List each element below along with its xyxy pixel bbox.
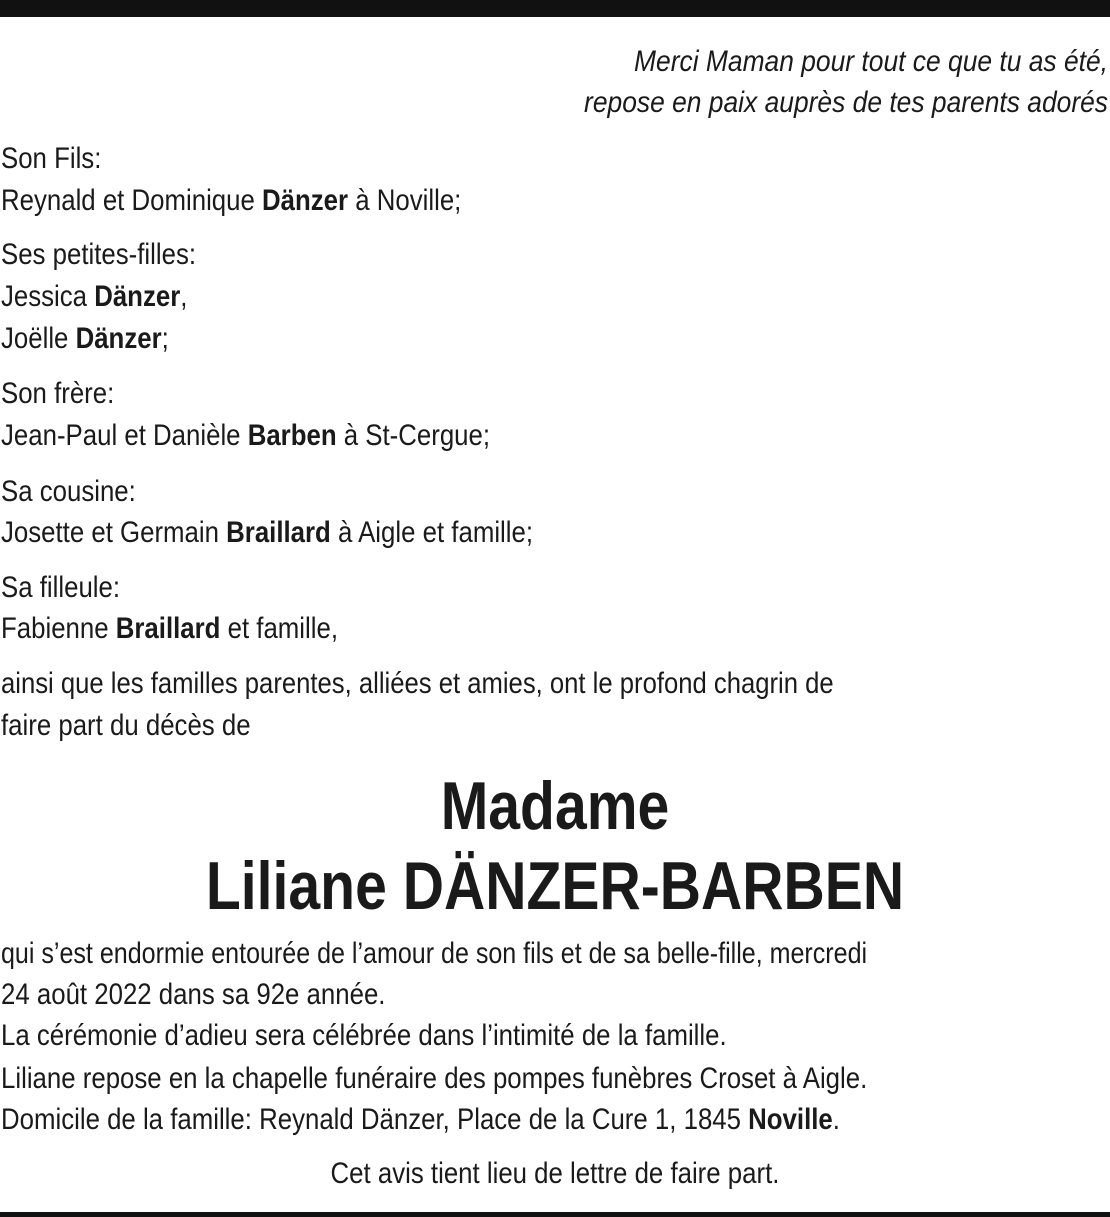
closing-note: Cet avis tient lieu de lettre de faire part.: [330, 1157, 780, 1190]
goddaughter-surname: Braillard: [115, 612, 221, 645]
granddaughter-2-surname: Dänzer: [75, 322, 162, 355]
goddaughter-family: et famille,: [220, 612, 339, 645]
goddaughter-name-text: Fabienne: [1, 612, 116, 645]
goddaughter-heading: Sa filleule:: [1, 571, 121, 604]
brother-name-text: Jean-Paul et Danièle: [1, 419, 248, 452]
details-line-3: La cérémonie d’adieu sera célébrée dans l’intimité de la famille.: [1, 1019, 727, 1052]
son-surname: Dänzer: [262, 184, 349, 217]
announcement-line-2: faire part du décès de: [1, 709, 251, 742]
granddaughter-2-punct: ;: [161, 322, 169, 355]
cousin-surname: Braillard: [226, 516, 331, 549]
deceased-title: Madame: [440, 768, 670, 844]
granddaughter-2-line: [1, 319, 169, 359]
granddaughter-1-surname: Dänzer: [94, 280, 181, 313]
details-line-1: qui s’est endormie entourée de l’amour de son fils et de sa belle-fille, mercredi: [1, 937, 868, 970]
announcement-line-1: ainsi que les familles parentes, alliées et amies, ont le profond chagrin de: [1, 667, 834, 700]
granddaughter-1-firstname: Jessica: [1, 280, 95, 313]
goddaughter-name-line: [1, 609, 338, 649]
details-line-4: Liliane repose en la chapelle funéraire des pompes funèbres Croset à Aigle.: [1, 1062, 868, 1095]
top-border-rule: [0, 0, 1110, 17]
deceased-name: Liliane DÄNZER-BARBEN: [205, 848, 905, 924]
cousin-heading: Sa cousine:: [1, 475, 136, 508]
granddaughter-1-punct: ,: [180, 280, 188, 313]
son-name-text: Reynald et Dominique: [1, 184, 263, 217]
epigraph-line-1: Merci Maman pour tout ce que tu as été,: [634, 45, 1108, 78]
cousin-name-line: [1, 513, 533, 553]
details-line-2: 24 août 2022 dans sa 92e année.: [1, 978, 386, 1011]
cousin-location: à Aigle et famille;: [330, 516, 534, 549]
brother-surname: Barben: [247, 419, 337, 452]
cousin-name-text: Josette et Germain: [1, 516, 227, 549]
family-town: Noville: [748, 1103, 833, 1136]
bottom-border-rule: [0, 1212, 1110, 1217]
son-heading: Son Fils:: [1, 142, 102, 175]
granddaughter-2-firstname: Joëlle: [1, 322, 76, 355]
granddaughter-1-line: [1, 277, 187, 317]
brother-heading: Son frère:: [1, 377, 115, 410]
brother-location: à St-Cergue;: [336, 419, 491, 452]
details-line-5: [1, 1100, 840, 1140]
family-address-punct: .: [832, 1103, 840, 1136]
epigraph-line-2: repose en paix auprès de tes parents adorés: [584, 86, 1108, 119]
family-address: Domicile de la famille: Reynald Dänzer, Place de la Cure 1, 1845: [1, 1103, 749, 1136]
brother-name-line: [1, 416, 490, 456]
son-name-line: [1, 181, 461, 221]
son-location: à Noville;: [348, 184, 462, 217]
granddaughters-heading: Ses petites-filles:: [1, 238, 197, 271]
